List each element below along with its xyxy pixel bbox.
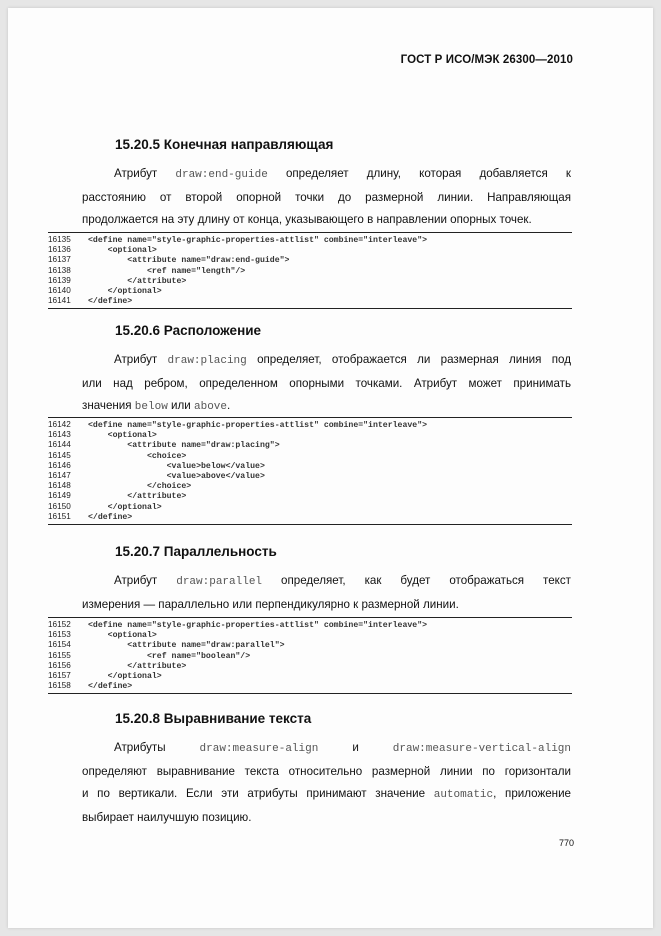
code-text: <attribute name="draw:parallel"> xyxy=(88,641,285,651)
code-line xyxy=(48,481,572,491)
code-line xyxy=(48,671,572,681)
line-number: 16141 xyxy=(48,296,71,306)
code-line xyxy=(48,440,572,450)
line-number: 16147 xyxy=(48,470,71,480)
code-line xyxy=(48,661,572,671)
code-text: </attribute> xyxy=(88,276,187,286)
code-line xyxy=(48,651,572,661)
line-number: 16140 xyxy=(48,285,71,295)
code-line xyxy=(48,255,572,265)
code-text: <value>below</value> xyxy=(88,461,265,471)
code-text: </optional> xyxy=(88,286,162,296)
code-block xyxy=(48,617,572,694)
code-text: <value>above</value> xyxy=(88,471,265,481)
code-text: <optional> xyxy=(88,246,157,256)
code-line xyxy=(48,451,572,461)
code-text: <define name="style-graphic-properties-attlist" combine="interleave"> xyxy=(88,236,428,245)
code-line xyxy=(48,461,572,471)
section-paragraph: Атрибут draw:end-guide определяет длину, которая добавляется к расстоянию от второй опорной точки до размерной линии. Направляющая продолжается на эту длину от конца, указывающего в направлении опорных точек. xyxy=(82,167,571,226)
line-number: 16153 xyxy=(48,630,71,640)
line-number: 16150 xyxy=(48,501,71,511)
code-line xyxy=(48,430,572,440)
line-number: 16137 xyxy=(48,255,71,265)
section-heading: 15.20.8 Выравнивание текста xyxy=(115,711,312,726)
line-number: 16156 xyxy=(48,660,71,670)
code-line xyxy=(48,245,572,255)
code-text: <optional> xyxy=(88,631,157,641)
section-paragraph: Атрибут draw:placing определяет, отображается ли размерная линия под или над ребром, определенном опорными точками. Атрибут может принимать значения below или above. xyxy=(82,353,571,413)
code-line xyxy=(48,296,572,306)
code-line xyxy=(48,681,572,691)
line-number: 16151 xyxy=(48,511,71,521)
code-line xyxy=(48,471,572,481)
line-number: 16149 xyxy=(48,491,71,501)
line-number: 16155 xyxy=(48,650,71,660)
section-paragraph: Атрибуты draw:measure-align и draw:measure-vertical-align определяют выравнивание текста относительно размерной линии по горизонтали и по вертикали. Если эти атрибуты принимают значение automatic, приложение выбирает наилучшую позицию. xyxy=(82,741,571,824)
section-heading: 15.20.7 Параллельность xyxy=(115,544,277,559)
code-line xyxy=(48,235,572,245)
line-number: 16136 xyxy=(48,245,71,255)
code-line xyxy=(48,512,572,522)
line-number: 16139 xyxy=(48,275,71,285)
code-text: </attribute> xyxy=(88,492,187,502)
line-number: 16142 xyxy=(48,420,71,429)
code-text: </choice> xyxy=(88,482,192,492)
code-text: </attribute> xyxy=(88,661,187,671)
line-number: 16152 xyxy=(48,620,71,629)
code-text: </optional> xyxy=(88,502,162,512)
code-text: <ref name="length"/> xyxy=(88,266,246,276)
code-block xyxy=(48,232,572,309)
line-number: 16138 xyxy=(48,265,71,275)
line-number: 16146 xyxy=(48,460,71,470)
line-number: 16148 xyxy=(48,481,71,491)
code-text: <attribute name="draw:end-guide"> xyxy=(88,256,290,266)
code-line xyxy=(48,420,572,430)
code-line xyxy=(48,620,572,630)
line-number: 16154 xyxy=(48,640,71,650)
line-number: 16144 xyxy=(48,440,71,450)
code-block xyxy=(48,417,572,525)
line-number: 16135 xyxy=(48,235,71,244)
code-text: <attribute name="draw:placing"> xyxy=(88,441,280,451)
line-number: 16158 xyxy=(48,681,71,691)
code-line xyxy=(48,502,572,512)
document-header: ГОСТ Р ИСО/МЭК 26300—2010 xyxy=(400,54,573,66)
line-number: 16157 xyxy=(48,670,71,680)
section-heading: 15.20.6 Расположение xyxy=(115,323,262,338)
code-text: <define name="style-graphic-properties-attlist" combine="interleave"> xyxy=(88,421,428,430)
page-number: 770 xyxy=(558,838,574,848)
code-line xyxy=(48,491,572,501)
code-line xyxy=(48,276,572,286)
code-line xyxy=(48,286,572,296)
code-text: <optional> xyxy=(88,431,157,441)
code-text: <define name="style-graphic-properties-attlist" combine="interleave"> xyxy=(88,621,428,630)
code-text: </define> xyxy=(88,682,133,692)
code-text: </define> xyxy=(88,512,133,522)
code-line xyxy=(48,266,572,276)
code-text: </define> xyxy=(88,297,133,307)
code-text: </optional> xyxy=(88,671,162,681)
code-text: <choice> xyxy=(88,451,187,461)
section-paragraph: Атрибут draw:parallel определяет, как будет отображаться текст измерения — параллельно или перпендикулярно к размерной линии. xyxy=(82,574,571,611)
line-number: 16145 xyxy=(48,450,71,460)
code-line xyxy=(48,630,572,640)
code-text: <ref name="boolean"/> xyxy=(88,651,251,661)
code-line xyxy=(48,640,572,650)
line-number: 16143 xyxy=(48,430,71,440)
section-heading: 15.20.5 Конечная направляющая xyxy=(115,137,334,152)
